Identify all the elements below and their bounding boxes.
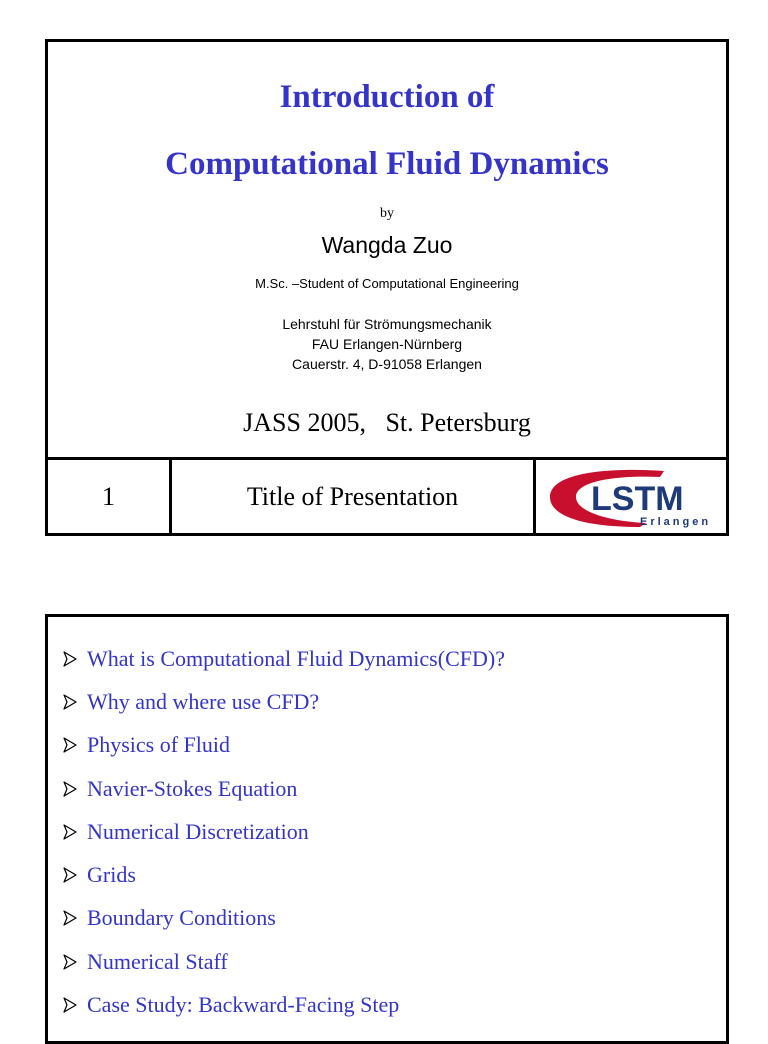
arrow-bullet-icon: [63, 997, 77, 1013]
agenda-item-label: Case Study: Backward-Facing Step: [87, 992, 400, 1018]
university-name: FAU Erlangen-Nürnberg: [311, 336, 463, 352]
agenda-item-label: What is Computational Fluid Dynamics(CFD)?: [87, 645, 505, 671]
agenda-item-label: Physics of Fluid: [87, 732, 231, 758]
slide-number: 1: [48, 460, 172, 533]
agenda-item-label: Why and where use CFD?: [87, 688, 320, 714]
logo-sub-text: Erlangen: [640, 515, 712, 528]
agenda-item: [63, 637, 505, 680]
agenda-list: [63, 637, 505, 1027]
slide-footer: [48, 457, 726, 533]
presentation-title-line2: Computational Fluid Dynamics: [165, 146, 609, 182]
logo-main-text: LSTM: [591, 479, 684, 518]
arrow-bullet-icon: [63, 737, 77, 753]
title-slide: [45, 39, 729, 536]
agenda-item: [63, 810, 505, 853]
agenda-item: [63, 853, 505, 896]
agenda-slide: [45, 614, 729, 1044]
arrow-bullet-icon: [63, 694, 77, 710]
institute-name: Lehrstuhl für Strömungsmechanik: [282, 316, 492, 332]
presentation-title-line1: Introduction of: [279, 79, 495, 115]
agenda-item: [63, 897, 505, 940]
by-label: by: [380, 206, 394, 221]
arrow-bullet-icon: [63, 867, 77, 883]
title-slide-body: [48, 42, 726, 463]
lstm-logo: [536, 460, 726, 533]
arrow-bullet-icon: [63, 824, 77, 840]
event-label: JASS 2005, St. Petersburg: [243, 408, 531, 437]
agenda-item-label: Numerical Discretization: [87, 818, 309, 844]
author-degree: M.Sc. –Student of Computational Engineering: [255, 276, 519, 291]
arrow-bullet-icon: [63, 954, 77, 970]
agenda-item-label: Grids: [87, 862, 136, 888]
agenda-item-label: Boundary Conditions: [87, 905, 276, 931]
agenda-item: [63, 767, 505, 810]
arrow-bullet-icon: [63, 781, 77, 797]
arrow-bullet-icon: [63, 910, 77, 926]
lstm-logo-graphic: [536, 465, 726, 529]
agenda-item: [63, 983, 505, 1026]
institute-address: Cauerstr. 4, D-91058 Erlangen: [292, 356, 482, 372]
agenda-item-label: Navier-Stokes Equation: [87, 775, 298, 801]
agenda-item: [63, 940, 505, 983]
agenda-item: [63, 680, 505, 723]
arrow-bullet-icon: [63, 651, 77, 667]
author-name: Wangda Zuo: [321, 232, 453, 258]
slide-footer-title: Title of Presentation: [172, 460, 536, 533]
agenda-item-label: Numerical Staff: [87, 948, 228, 974]
agenda-item: [63, 724, 505, 767]
